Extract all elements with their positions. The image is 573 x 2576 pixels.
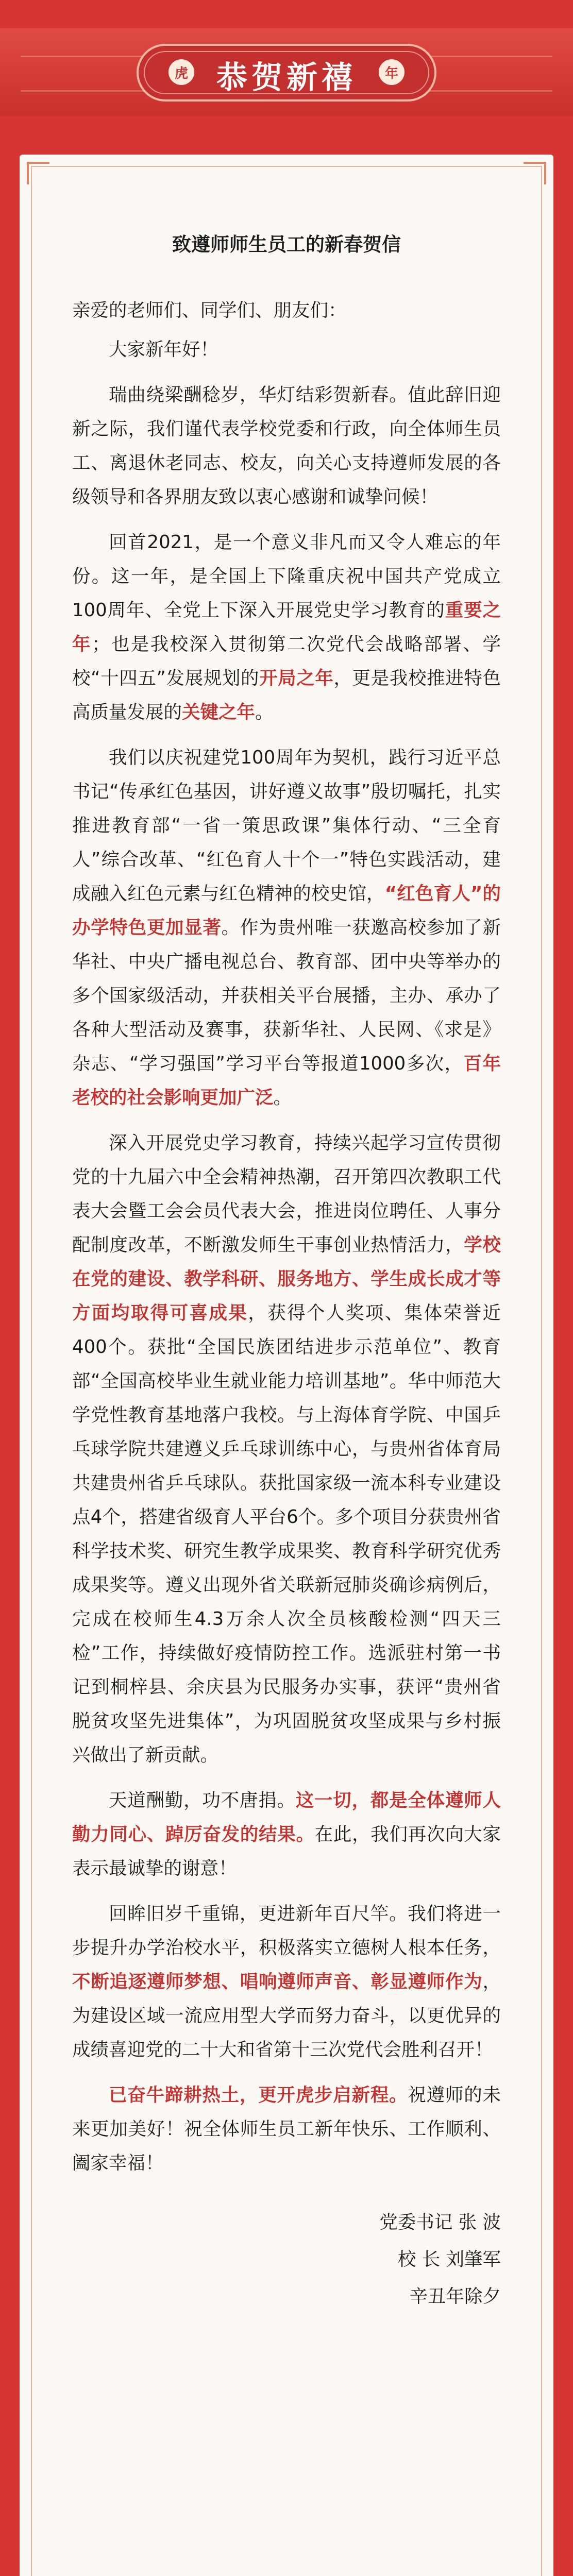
text: ；也是我校深入贯彻第二次党代会战略部署、学校“十四五”发展规划的 [72, 634, 501, 689]
text: ，为建设区域一流应用型大学而努力奋斗，以更优异的成绩喜迎党的二十大和省第十三次党代会胜利召开！ [72, 1971, 501, 2060]
paragraph-7 [72, 2078, 501, 2180]
highlight: 不断追逐遵师梦想、唱响遵师声音、彰显遵师作为 [72, 1971, 483, 1992]
title-banner [137, 44, 436, 101]
highlight: 关键之年 [182, 702, 256, 723]
text: 深入开展党史学习教育，持续兴起学习宣传贯彻党的十九届六中全会精神热潮，召开第四次教职工代表大会暨工会会员代表大会，推进岗位聘任、人事分配制度改革，不断激发师生干事创业热情活力， [72, 1132, 501, 1256]
text: 我们以庆祝建党100周年为契机，践行习近平总书记“传承红色基因，讲好遵义故事”殷切嘱托，扎实推进教育部“一省一策思政课”集体行动、“三全育人”综合改革、“红色育人十个一”特色实践活动，建成融入红色元素与红色精神的校史馆， [72, 747, 501, 904]
text: 。 [273, 1087, 292, 1108]
tiger-seal: 虎 [168, 59, 194, 85]
highlight: 已奋牛蹄耕热土，更开虎步启新程。 [109, 2084, 408, 2106]
corner-ornament-top-left [27, 162, 49, 184]
decorative-wing-right [424, 56, 552, 92]
banner-title: 恭贺新禧 [216, 60, 357, 96]
letter-title: 致遵师师生员工的新春贺信 [172, 233, 401, 256]
paragraph-3 [72, 741, 501, 1115]
signature-party-secretary: 党委书记 张 波 [379, 2212, 501, 2233]
greeting: 亲爱的老师们、同学们、朋友们： [72, 300, 347, 321]
highlight: 学校在党的建设、教学科研、服务地方、学生成长成才等方面均取得可喜成果 [72, 1234, 501, 1324]
text: 。 [255, 702, 274, 723]
year-seal: 年 [379, 59, 405, 85]
text: 回眸旧岁千重锦，更进新年百尺竿。我们将进一步提升办学治校水平，积极落实立德树人根本任务， [72, 1903, 501, 1958]
signature-president: 校 长 刘肇军 [397, 2249, 501, 2270]
header-banner [0, 0, 573, 155]
paragraph-1: 瑞曲绕梁酬稔岁，华灯结彩贺新春。值此辞旧迎新之际，我们谨代表学校党委和行政，向全体师生员工、离退休老同志、校友，向关心支持遵师发展的各级领导和各界朋友致以衷心感谢和诚挚问候！ [72, 384, 501, 507]
signature-date: 辛丑年除夕 [409, 2286, 501, 2307]
decorative-wing-left [21, 56, 149, 92]
salutation: 大家新年好！ [109, 339, 219, 360]
highlight: 开局之年 [259, 668, 334, 689]
highlight: 百年老校的社会影响更加广泛 [72, 1053, 501, 1108]
text: 祝遵师的未来更加美好！祝全体师生员工新年快乐、工作顺利、阖家幸福！ [72, 2084, 501, 2174]
text: ，更是我校推进特色高质量发展的 [72, 668, 501, 723]
text: 。作为贵州唯一获邀高校参加了新华社、中央广播电视总台、教育部、团中央等举办的多个国家级活动，并获相关平台展播，主办、承办了各种大型活动及赛事，获新华社、人民网、《求是》杂志、“学习强国”学习平台等报道1000多次， [72, 917, 501, 1074]
letter-content [72, 232, 501, 2315]
text: 在此，我们再次向大家表示最诚挚的谢意！ [72, 1824, 501, 1879]
highlight: 这一切，都是全体遵师人勤力同心、踔厉奋发的结果。 [72, 1790, 501, 1845]
paragraph-4 [72, 1126, 501, 1772]
paragraph-2 [72, 526, 501, 730]
letter-card [20, 155, 553, 2576]
paragraph-6 [72, 1897, 501, 2067]
text: 天道酬勤，功不唐捐。 [109, 1790, 296, 1811]
text: 回首2021，是一个意义非凡而又令人难忘的年份。这一年，是全国上下隆重庆祝中国共产党成立100周年、全党上下深入开展党史学习教育的 [72, 532, 501, 621]
text: ，获得个人奖项、集体荣誉近400个。获批“全国民族团结进步示范单位”、教育部“全国高校毕业生就业能力培训基地”。华中师范大学党性教育基地落户我校。与上海体育学院、中国乒乓球学院共建遵义乒乓球训练中心，与贵州省体育局共建贵州省乒乓球队。获批国家级一流本科专业建设点4个，搭建省级育人平台6个。多个项目分获贵州省科学技术奖、研究生教学成果奖、教育科学研究优秀成果奖等。遵义出现外省关联新冠肺炎确诊病例后，完成在校师生4.3万余人次全员核酸检测“四天三检”工作，持续做好疫情防控工作。选派驻村第一书记到桐梓县、余庆县为民服务办实事，获评“贵州省脱贫攻坚先进集体”，为巩固脱贫攻坚成果与乡村振兴做出了新贡献。 [72, 1302, 501, 1766]
highlight: 重要之年 [72, 600, 501, 655]
paragraph-5 [72, 1784, 501, 1886]
corner-ornament-top-right [524, 162, 546, 184]
highlight: “红色育人”的办学特色更加显著 [72, 883, 501, 938]
